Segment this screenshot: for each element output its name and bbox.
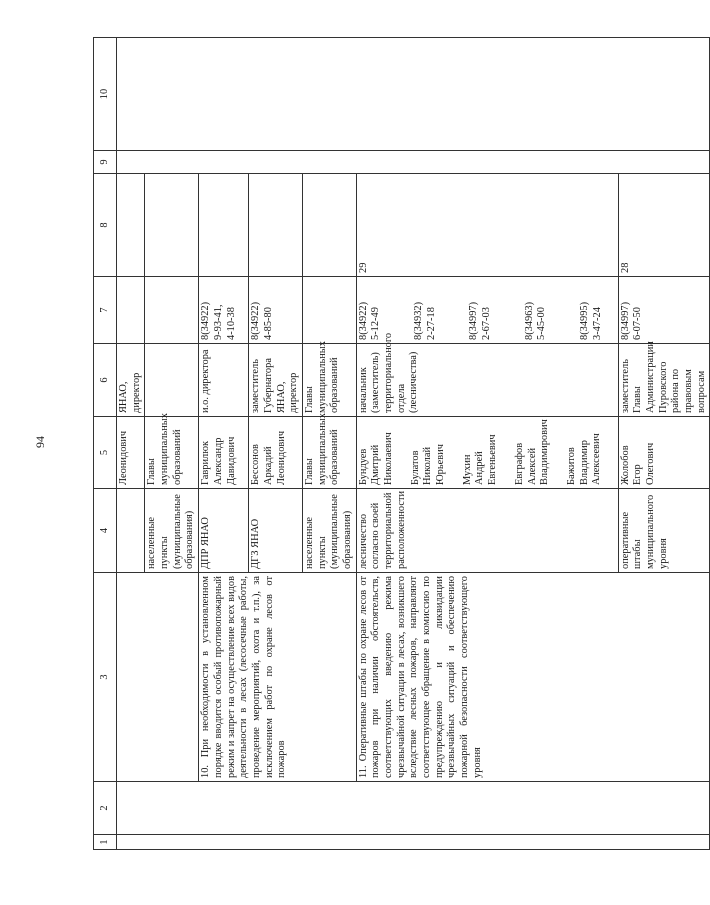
rotated-table-container bbox=[93, 38, 707, 850]
cell-unit bbox=[117, 489, 145, 573]
cell-unit: населенные пункты (муниципальные образования) bbox=[302, 489, 356, 573]
header-col-6: 6 bbox=[94, 344, 117, 417]
header-col-5: 5 bbox=[94, 417, 117, 489]
cell-person: Главы муниципальных образований bbox=[145, 417, 199, 489]
header-row bbox=[94, 38, 117, 850]
header-col-7: 7 bbox=[94, 277, 117, 344]
cell-col-2 bbox=[117, 782, 710, 835]
cell-phone bbox=[302, 277, 356, 344]
cell-unit: ДПР ЯНАО bbox=[199, 489, 249, 573]
person-entry: Бундуев Дмитрий Николаевич bbox=[357, 432, 394, 485]
cell-position: Главы муниципальных образований bbox=[302, 344, 356, 417]
cell-col-8 bbox=[302, 174, 356, 277]
cell-col-8 bbox=[117, 174, 145, 277]
phone-entry: 8(34932) 2-27-18 bbox=[413, 301, 437, 340]
cell-col-10 bbox=[117, 38, 710, 151]
cell-col-9 bbox=[117, 151, 710, 174]
cell-position bbox=[145, 344, 199, 417]
header-col-9: 9 bbox=[94, 151, 117, 174]
header-col-4: 4 bbox=[94, 489, 117, 573]
cell-col-3-empty bbox=[117, 573, 199, 782]
phone-entry: 8(34963) 5-45-00 bbox=[523, 301, 548, 340]
cell-phone: 8(34922) 9-93-41, 4-10-38 bbox=[199, 277, 249, 344]
person-entry: Булатов Николай Юрьевич bbox=[409, 444, 447, 485]
fire-protection-measures-table bbox=[93, 37, 710, 850]
cell-unit: оперативные штабы муниципального уровня bbox=[618, 489, 710, 573]
phone-entry: 8(34995) 3-47-24 bbox=[579, 301, 603, 340]
person-entry: Бажитов Владимир Алексеевич bbox=[565, 433, 603, 485]
cell-person: Леонидович bbox=[117, 417, 145, 489]
cell-person: Гаврилюк Александр Давидович bbox=[199, 417, 249, 489]
cell-position: ЯНАО, директор bbox=[117, 344, 145, 417]
person-entry: Мухин Андрей Евгеньевич bbox=[461, 434, 499, 485]
phone-entry: 8(34922) 5-12-49 bbox=[357, 301, 382, 340]
cell-persons-list bbox=[356, 417, 618, 489]
cell-phone bbox=[117, 277, 145, 344]
header-col-1: 1 bbox=[94, 835, 117, 850]
header-col-8: 8 bbox=[94, 174, 117, 277]
cell-position: заместитель Губернатора ЯНАО, директор bbox=[249, 344, 303, 417]
cell-measure-11: 11. Оперативные штабы по охране лесов от пожаров при наличии обстоятельств, соответствующих введению режима чрезвычайной ситуации в лесах, возникшего вследствие лесных пожаров, направляют соответствующее обращение в комиссию по предупреждению и ликвидации чрезвычайных ситуаций и обеспечению пожарной безопасности соответствующего уровня bbox=[356, 573, 710, 782]
cell-col-8 bbox=[249, 174, 303, 277]
cell-phones-list bbox=[356, 277, 618, 344]
cell-phone: 8(34922) 4-85-80 bbox=[249, 277, 303, 344]
phone-entry: 8(34997) 2-67-03 bbox=[468, 301, 493, 340]
header-col-2: 2 bbox=[94, 782, 117, 835]
cell-person: Бессонов Аркадий Леонидович bbox=[249, 417, 303, 489]
cell-col-8: 28 bbox=[618, 174, 710, 277]
cell-phone: 8(34997) 6-07-50 bbox=[618, 277, 710, 344]
person-entry: Евграфов Алексей Владимирович bbox=[513, 419, 551, 485]
header-col-10: 10 bbox=[94, 38, 117, 151]
cell-person: Жолобов Егор Олегович bbox=[618, 417, 710, 489]
cell-measure-10: 10. При необходимости в установленном порядке вводится особый противопожарный режим и запрет на осуществление всех видов деятельности в лесах (лесосечные работы, проведение мероприятий, охота и т.п.), за исключением работ по охране лесов от пожаров bbox=[199, 573, 357, 782]
cell-unit: населенные пункты (муниципальные образования) bbox=[145, 489, 199, 573]
cell-col-8 bbox=[199, 174, 249, 277]
table-row bbox=[117, 38, 145, 850]
cell-col-8: 29 bbox=[356, 174, 618, 277]
cell-position: заместитель Главы Администрации Пуровского района по правовым вопросам bbox=[618, 344, 710, 417]
cell-position: и.о. директора bbox=[199, 344, 249, 417]
cell-phone bbox=[145, 277, 199, 344]
cell-unit: ДГЗ ЯНАО bbox=[249, 489, 303, 573]
cell-col-1 bbox=[117, 835, 710, 850]
cell-person: Главы муниципальных образований bbox=[302, 417, 356, 489]
cell-col-8 bbox=[145, 174, 199, 277]
cell-position: начальник (заместитель) территориального отдела (лесничества) bbox=[356, 344, 618, 417]
page-number: 94 bbox=[33, 436, 47, 448]
cell-unit: лесничество согласно своей территориальной расположенности bbox=[356, 489, 618, 573]
header-col-3: 3 bbox=[94, 573, 117, 782]
